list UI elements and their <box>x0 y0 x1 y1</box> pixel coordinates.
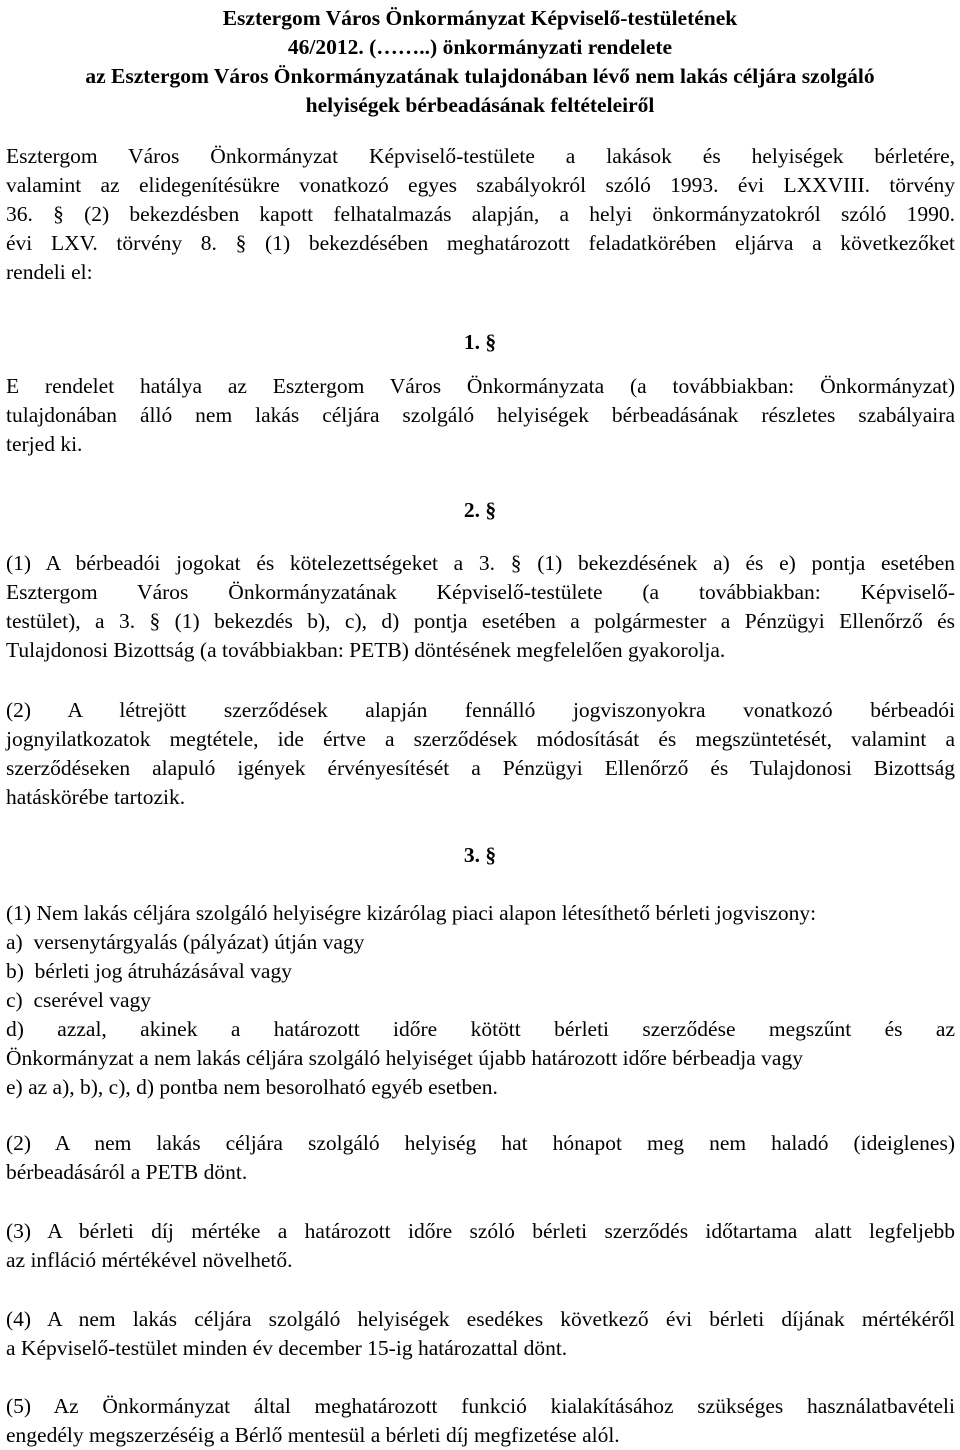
text-line: évi LXV. törvény 8. § (1) bekezdésében meghatározott feladatkörében eljárva a következőket <box>6 231 955 255</box>
text-line: E rendelet hatálya az Esztergom Város Önkormányzata (a továbbiakban: Önkormányzat) <box>6 374 955 398</box>
section-3-paragraph-1 <box>6 899 955 1102</box>
title-line: az Esztergom Város Önkormányzatának tulajdonában lévő nem lakás céljára szolgáló <box>85 64 875 88</box>
section-3-paragraph-4 <box>6 1305 955 1363</box>
text-line: szerződéseken alapuló igények érvényesítését a Pénzügyi Ellenőrző és Tulajdonosi Bizottság <box>6 756 955 780</box>
section-3-heading: 3. § <box>463 843 497 867</box>
preamble-paragraph <box>6 142 955 287</box>
section-3-paragraph-5 <box>6 1392 955 1450</box>
document-title <box>0 4 960 120</box>
title-line: 46/2012. (……..) önkormányzati rendelete <box>287 35 673 59</box>
list-item-c: c) cserével vagy <box>6 988 152 1012</box>
list-item-a: a) versenytárgyalás (pályázat) útján vagy <box>6 930 365 954</box>
text-line: Esztergom Város Önkormányzatának Képviselő-testülete (a továbbiakban: Képviselő- <box>6 580 955 604</box>
title-line: helyiségek bérbeadásának feltételeiről <box>305 93 655 117</box>
text-line: a Képviselő-testület minden év december 15-ig határozattal dönt. <box>6 1336 568 1360</box>
text-line: rendeli el: <box>6 260 93 284</box>
text-line: 36. § (2) bekezdésben kapott felhatalmazás alapján, a helyi önkormányzatokról szóló 1990. <box>6 202 955 226</box>
list-item-b: b) bérleti jog átruházásával vagy <box>6 959 292 983</box>
text-line: Önkormányzat a nem lakás céljára szolgáló helyiséget újabb határozott időre bérbeadja vagy <box>6 1046 803 1070</box>
text-line: (5) Az Önkormányzat által meghatározott funkció kialakításához szükséges használatbavételi <box>6 1394 955 1418</box>
section-3-paragraph-3 <box>6 1217 955 1275</box>
section-2-paragraph-2 <box>6 696 955 812</box>
text-line: (2) A nem lakás céljára szolgáló helyiség hat hónapot meg nem haladó (ideiglenes) <box>6 1131 955 1155</box>
text-line: (1) A bérbeadói jogokat és kötelezettségeket a 3. § (1) bekezdésének a) és e) pontja esetében <box>6 551 955 575</box>
text-line: terjed ki. <box>6 432 83 456</box>
section-1-heading: 1. § <box>463 330 497 354</box>
text-line: az infláció mértékével növelhető. <box>6 1248 293 1272</box>
text-line: valamint az elidegenítésükre vonatkozó egyes szabályokról szóló 1993. évi LXXVIII. törvény <box>6 173 955 197</box>
list-item-e: e) az a), b), c), d) pontba nem besorolható egyéb esetben. <box>6 1075 498 1099</box>
text-line: tulajdonában álló nem lakás céljára szolgáló helyiségek bérbeadásának részletes szabályaira <box>6 403 955 427</box>
list-item-d: d) azzal, akinek a határozott időre kötött bérleti szerződése megszűnt és az <box>6 1017 955 1041</box>
text-line: testület), a 3. § (1) bekezdés b), c), d) pontja esetében a polgármester a Pénzügyi Ellenőrző és <box>6 609 955 633</box>
text-line: engedély megszerzéséig a Bérlő mentesül a bérleti díj megfizetése alól. <box>6 1423 620 1447</box>
text-line: Tulajdonosi Bizottság (a továbbiakban: PETB) döntésének megfelelően gyakorolja. <box>6 638 726 662</box>
section-1-paragraph <box>6 372 955 459</box>
section-2-heading: 2. § <box>463 498 497 522</box>
section-3-paragraph-2 <box>6 1129 955 1187</box>
section-2-paragraph-1 <box>6 549 955 665</box>
text-line: (3) A bérleti díj mértéke a határozott időre szóló bérleti szerződés időtartama alatt legfeljebb <box>6 1219 955 1243</box>
text-line: (1) Nem lakás céljára szolgáló helyiségre kizárólag piaci alapon létesíthető bérleti jogviszony: <box>6 901 817 925</box>
text-line: (2) A létrejött szerződések alapján fennálló jogviszonyokra vonatkozó bérbeadói <box>6 698 955 722</box>
text-line: hatáskörébe tartozik. <box>6 785 186 809</box>
text-line: jognyilatkozatok megtétele, ide értve a szerződések módosítását és megszüntetését, valamint a <box>6 727 955 751</box>
text-line: (4) A nem lakás céljára szolgáló helyiségek esedékes következő évi bérleti díjának mértékéről <box>6 1307 955 1331</box>
title-line: Esztergom Város Önkormányzat Képviselő-testületének <box>222 6 738 30</box>
text-line: Esztergom Város Önkormányzat Képviselő-testülete a lakások és helyiségek bérletére, <box>6 144 955 168</box>
text-line: bérbeadásáról a PETB dönt. <box>6 1160 248 1184</box>
